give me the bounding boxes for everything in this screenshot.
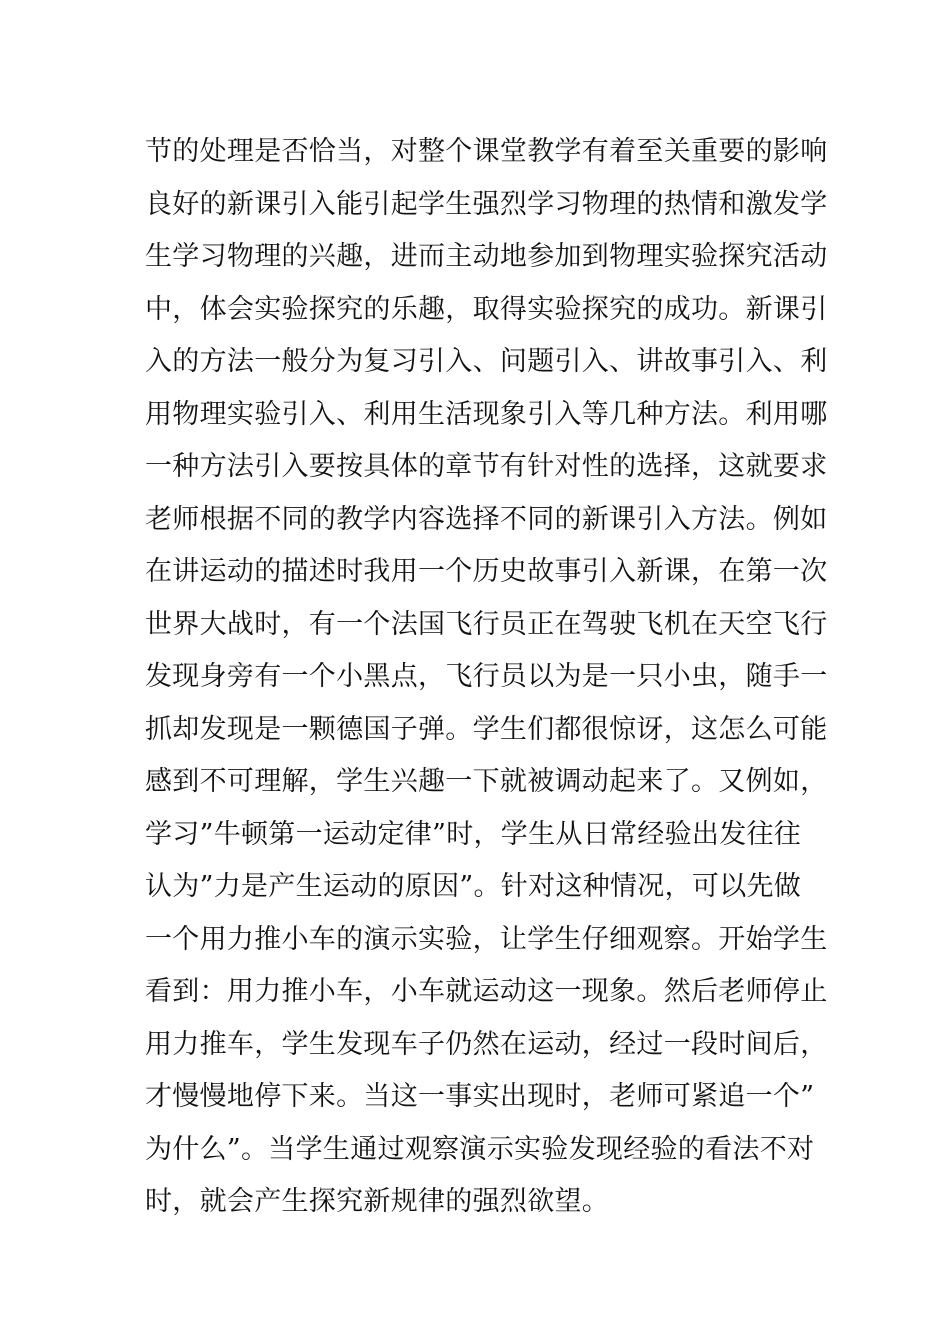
text-line: 生学习物理的兴趣，进而主动地参加到物理实验探究活动 (145, 241, 828, 272)
text-line: 认为”力是产生运动的原因”。针对这种情况，可以先做 (145, 871, 802, 902)
text-line: 学习”牛顿第一运动定律”时，学生从日常经验出发往往 (145, 818, 802, 850)
text-line: 才慢慢地停下来。当这一事实出现时，老师可紧追一个” (145, 1081, 815, 1112)
text-line: 用物理实验引入、利用生活现象引入等几种方法。利用哪 (145, 398, 828, 430)
text-line: 为什么”。当学生通过观察演示实验发现经验的看法不对 (145, 1133, 815, 1165)
text-line: 入的方法一般分为复习引入、问题引入、讲故事引入、利 (145, 346, 828, 377)
text-line: 发现身旁有一个小黑点，飞行员以为是一只小虫，随手一 (145, 661, 828, 692)
text-line: 看到：用力推小车，小车就运动这一现象。然后老师停止 (145, 976, 828, 1007)
text-line: 一个用力推小车的演示实验，让学生仔细观察。开始学生 (145, 923, 828, 955)
text-line: 世界大战时，有一个法国飞行员正在驾驶飞机在天空飞行 (145, 608, 828, 640)
text-line: 一种方法引入要按具体的章节有针对性的选择，这就要求 (145, 451, 828, 482)
text-line: 用力推车，学生发现车子仍然在运动，经过一段时间后， (145, 1028, 828, 1060)
text-line: 在讲运动的描述时我用一个历史故事引入新课，在第一次 (145, 556, 828, 587)
text-line: 节的处理是否恰当，对整个课堂教学有着至关重要的影响 (145, 136, 828, 167)
text-line: 抓却发现是一颗德国子弹。学生们都很惊讶，这怎么可能 (145, 713, 828, 745)
text-line: 中，体会实验探究的乐趣，取得实验探究的成功。新课引 (145, 293, 828, 325)
text-line: 良好的新课引入能引起学生强烈学习物理的热情和激发学 (145, 188, 828, 220)
text-line: 感到不可理解，学生兴趣一下就被调动起来了。又例如， (145, 766, 828, 797)
body-paragraph (145, 126, 828, 1229)
text-line: 时，就会产生探究新规律的强烈欲望。 (145, 1186, 610, 1217)
text-line: 老师根据不同的教学内容选择不同的新课引入方法。例如 (145, 503, 828, 535)
